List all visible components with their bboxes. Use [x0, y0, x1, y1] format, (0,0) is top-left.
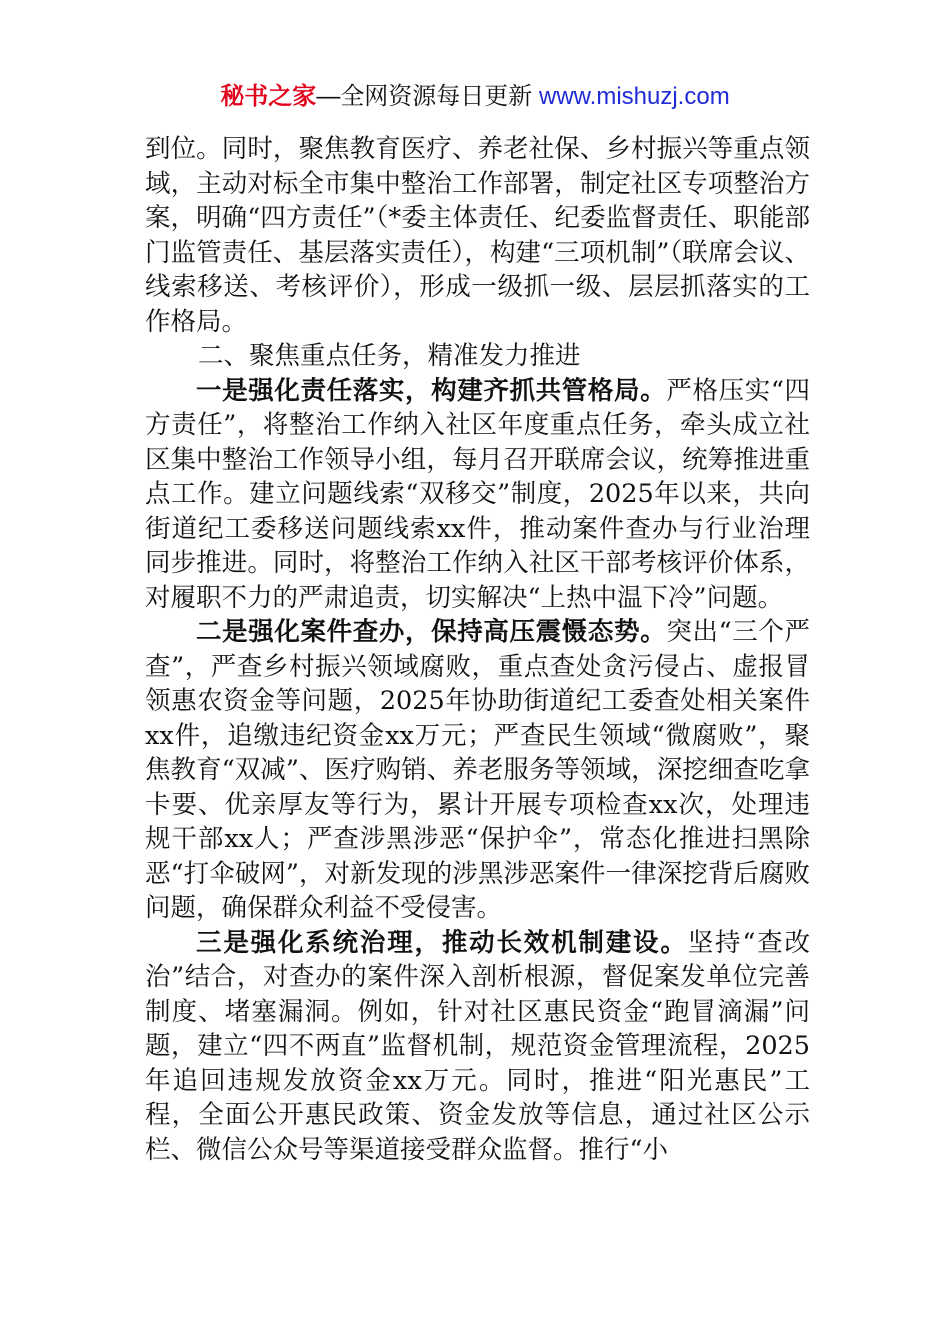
- paragraph-text: 突出“三个严查”，严查乡村振兴领域腐败，重点查处贪污侵占、虚报冒领惠农资金等问题，2025年协助街道纪工委查处相关案件xx件，追缴违纪资金xx万元；严查民生领域“微腐败”，聚焦教育“双减”、医疗购销、养老服务等领域，深挖细查吃拿卡要、优亲厚友等行为，累计开展专项检查xx次，处理违规干部xx人；严查涉黑涉恶“保护伞”，常态化推进扫黑除恶“打伞破网”，对新发现的涉黑涉恶案件一律深挖背后腐败问题，确保群众利益不受侵害。: [145, 617, 810, 923]
- site-watermark-header: [0, 80, 950, 114]
- site-url: www.mishuzj.com: [538, 83, 730, 110]
- paragraph-lead: 三是强化系统治理，推动长效机制建设。: [196, 927, 688, 958]
- section-heading: [145, 339, 810, 374]
- document-body: [145, 132, 810, 1167]
- site-brand: 秘书之家: [220, 83, 317, 110]
- paragraph-lead: 二是强化案件查办，保持高压震慑态势。: [196, 617, 667, 647]
- paragraph-text: 到位。同时，聚焦教育医疗、养老社保、乡村振兴等重点领域，主动对标全市集中整治工作部署，制定社区专项整治方案，明确“四方责任”（*委主体责任、纪委监督责任、职能部门监管责任、基层落实责任），构建“三项机制”（联席会议、线索移送、考核评价），形成一级抓一级、层层抓落实的工作格局。: [145, 134, 810, 337]
- paragraph-text: 坚持“查改治”结合，对查办的案件深入剖析根源，督促案发单位完善制度、堵塞漏洞。例如，针对社区惠民资金“跑冒滴漏”问题，建立“四不两直”监督机制，规范资金管理流程，2025年追回违规发放资金xx万元。同时，推进“阳光惠民”工程，全面公开惠民政策、资金发放等信息，通过社区公示栏、微信公众号等渠道接受群众监督。推行“小: [145, 927, 810, 1165]
- section-heading-text: 二、聚焦重点任务，精准发力推进: [198, 341, 581, 371]
- paragraph-item-3: [145, 926, 810, 1168]
- paragraph-continuation: [145, 132, 810, 339]
- paragraph-item-2: [145, 615, 810, 926]
- paragraph-lead: 一是强化责任落实，构建齐抓共管格局。: [196, 375, 667, 406]
- paragraph-text: 严格压实“四方责任”，将整治工作纳入社区年度重点任务，牵头成立社区集中整治工作领导小组，每月召开联席会议，统筹推进重点工作。建立问题线索“双移交”制度，2025年以来，共向街道纪工委移送问题线索xx件，推动案件查办与行业治理同步推进。同时，将整治工作纳入社区干部考核评价体系，对履职不力的严肃追责，切实解决“上热中温下冷”问题。: [145, 375, 810, 613]
- paragraph-item-1: [145, 374, 810, 616]
- site-tagline: —全网资源每日更新: [316, 83, 539, 110]
